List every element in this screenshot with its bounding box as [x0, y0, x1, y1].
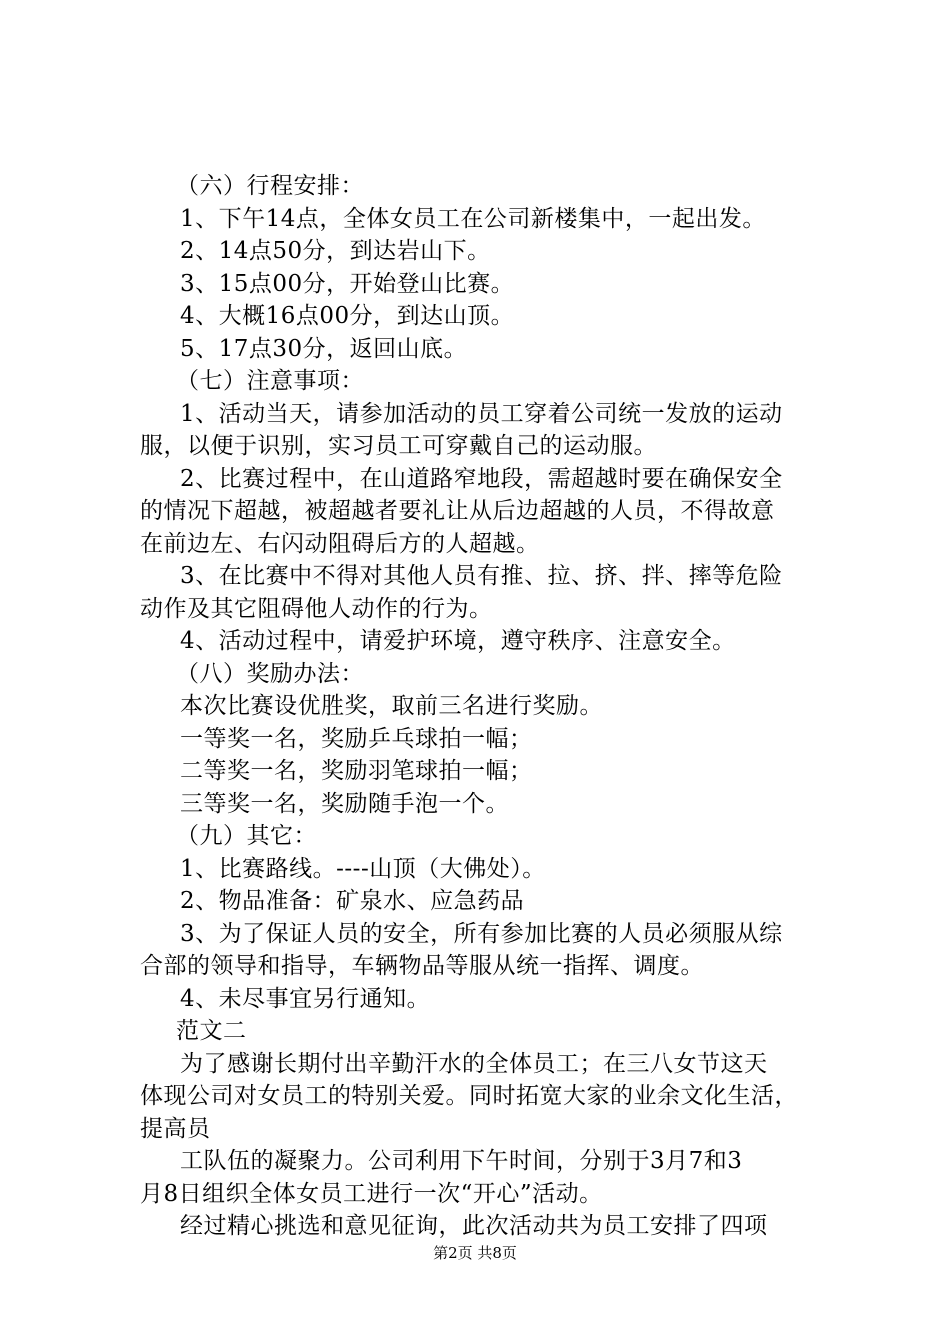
paragraph-line: 3、为了保证人员的安全，所有参加比赛的人员必须服从综	[180, 920, 783, 947]
page-footer: 第2页 共8页	[433, 1244, 517, 1262]
document-body	[140, 170, 840, 1243]
section-heading: 范文二	[176, 1018, 247, 1044]
paragraph-line: 1、活动当天，请参加活动的员工穿着公司统一发放的运动	[180, 400, 783, 427]
paragraph-line: 二等奖一名，奖励羽笔球拍一幅；	[180, 758, 533, 784]
paragraph-line: 2、比赛过程中，在山道路窄地段，需超越时要在确保安全	[180, 465, 783, 492]
paragraph-line: 月8日组织全体女员工进行一次“开心”活动。	[140, 1180, 603, 1207]
paragraph-line: 工队伍的凝聚力。公司利用下午时间，分别于3月7和3	[180, 1148, 743, 1174]
paragraph-line: 动作及其它阻碍他人动作的行为。	[140, 595, 493, 622]
paragraph-line: 4、大概16点00分，到达山顶。	[180, 303, 515, 329]
paragraph-line: 4、活动过程中，请爱护环境，遵守秩序、注意安全。	[180, 628, 736, 654]
paragraph-line: 三等奖一名，奖励随手泡一个。	[180, 790, 509, 817]
paragraph-line: 经过精心挑选和意见征询，此次活动共为员工安排了四项	[180, 1213, 768, 1239]
paragraph-line: 4、未尽事宜另行通知。	[180, 985, 431, 1012]
paragraph-line: 在前边左、右闪动阻碍后方的人超越。	[140, 530, 540, 557]
paragraph-line: 服，以便于识别，实习员工可穿戴自己的运动服。	[140, 433, 657, 459]
paragraph-line: 的情况下超越，被超越者要礼让从后边超越的人员，不得故意	[140, 498, 775, 524]
paragraph-line: 2、14点50分，到达岩山下。	[180, 238, 491, 264]
paragraph-line: 3、15点00分，开始登山比赛。	[180, 270, 515, 297]
paragraph-line: 1、下午14点，全体女员工在公司新楼集中，一起出发。	[180, 205, 766, 232]
section-heading: （六）行程安排：	[176, 173, 364, 199]
paragraph-line: 合部的领导和指导，车辆物品等服从统一指挥、调度。	[140, 953, 704, 979]
section-heading: （七）注意事项：	[176, 368, 364, 394]
paragraph-line: 体现公司对女员工的特别关爱。同时拓宽大家的业余文化生活，	[140, 1083, 798, 1109]
paragraph-line: 5、17点30分，返回山底。	[180, 335, 468, 362]
paragraph-line: 为了感谢长期付出辛勤汗水的全体员工；在三八女节这天	[180, 1050, 768, 1077]
paragraph-line: 本次比赛设优胜奖，取前三名进行奖励。	[180, 693, 603, 719]
section-heading: （九）其它：	[176, 823, 317, 849]
paragraph-line: 一等奖一名，奖励乒乓球拍一幅；	[180, 725, 533, 752]
paragraph-line: 1、比赛路线。----山顶（大佛处）。	[180, 855, 546, 882]
paragraph-line: 3、在比赛中不得对其他人员有推、拉、挤、拌、摔等危险	[180, 563, 783, 589]
section-heading: （八）奖励办法：	[176, 660, 364, 687]
paragraph-line: 提高员	[140, 1115, 211, 1142]
paragraph-line: 2、物品准备：矿泉水、应急药品	[180, 888, 525, 914]
